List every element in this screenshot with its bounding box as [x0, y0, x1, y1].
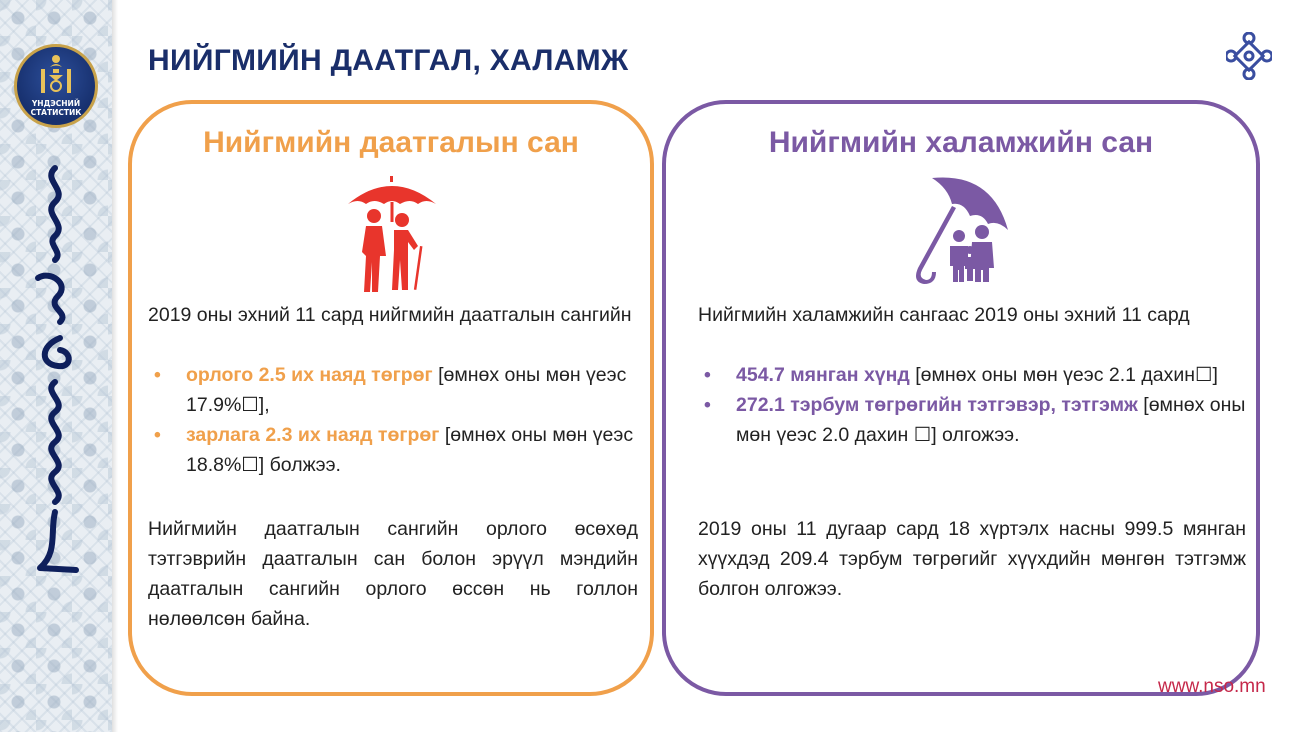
family-umbrella-icon [912, 174, 1012, 289]
bullet-dot: • [154, 364, 161, 386]
bullet-text: [өмнөх оны мөн үеэс 18.8%☐] болжээ. [186, 424, 634, 476]
social-insurance-bullets [148, 360, 638, 480]
logo-text: ҮНДЭСНИЙ СТАТИСТИК [30, 99, 82, 117]
social-insurance-intro: 2019 оны эхний 11 сард нийгмийн даатгалын сангийн [148, 304, 632, 326]
bullet-highlight: 272.1 тэрбум төгрөгийн тэтгэвэр, тэтгэмж [736, 394, 1138, 416]
website-link[interactable]: www.nso.mn [1158, 676, 1266, 697]
bullet-text: [өмнөх оны мөн үеэс 17.9%☐], [186, 364, 627, 416]
soyombo-emblem-icon [31, 53, 81, 97]
social-welfare-intro: Нийгмийн халамжийн сангаас 2019 оны эхний 11 сард [698, 304, 1190, 326]
bullet-highlight: 454.7 мянган хүнд [736, 364, 910, 386]
list-item [148, 420, 638, 480]
social-insurance-title: Нийгмийн даатгалын сан [203, 126, 579, 159]
sidebar-shadow [112, 0, 118, 732]
nso-logo [14, 44, 98, 128]
bullet-dot: • [704, 364, 711, 386]
list-item [698, 390, 1246, 450]
social-welfare-paragraph: 2019 оны 11 дугаар сард 18 хүртэлх насны 999.5 мянган хүүхдэд 209.4 тэрбум төгрөгийг хүүхдийн мөнгөн тэтгэмж болгон олгожээ. [698, 518, 1246, 600]
social-insurance-paragraph: Нийгмийн даатгалын сангийн орлого өсөхөд тэтгэврийн даатгалын сан болон эрүүл мэндийн даатгалын сангийн орлого өссөн нь голлон нөлөөлсөн байна. [148, 518, 638, 630]
ornament-knot-icon [1226, 32, 1272, 80]
page-title: НИЙГМИЙН ДААТГАЛ, ХАЛАМЖ [148, 44, 629, 77]
bullet-highlight: орлого 2.5 их наяд төгрөг [186, 364, 433, 386]
bullet-dot: • [154, 424, 161, 446]
bullet-text: [өмнөх оны мөн үеэс 2.1 дахин☐] [909, 364, 1218, 386]
bullet-text: [өмнөх оны мөн үеэс 2.0 дахин ☐] олгожээ. [736, 394, 1246, 446]
social-insurance-panel [128, 100, 654, 696]
social-welfare-title: Нийгмийн халамжийн сан [768, 126, 1154, 159]
elderly-umbrella-icon [344, 174, 440, 299]
social-welfare-panel [662, 100, 1260, 696]
list-item [698, 360, 1246, 390]
bullet-highlight: зарлага 2.3 их наяд төгрөг [186, 424, 440, 446]
mongolian-script-decoration [20, 160, 90, 580]
social-welfare-bullets [698, 360, 1246, 450]
bullet-dot: • [704, 394, 711, 416]
list-item [148, 360, 638, 420]
